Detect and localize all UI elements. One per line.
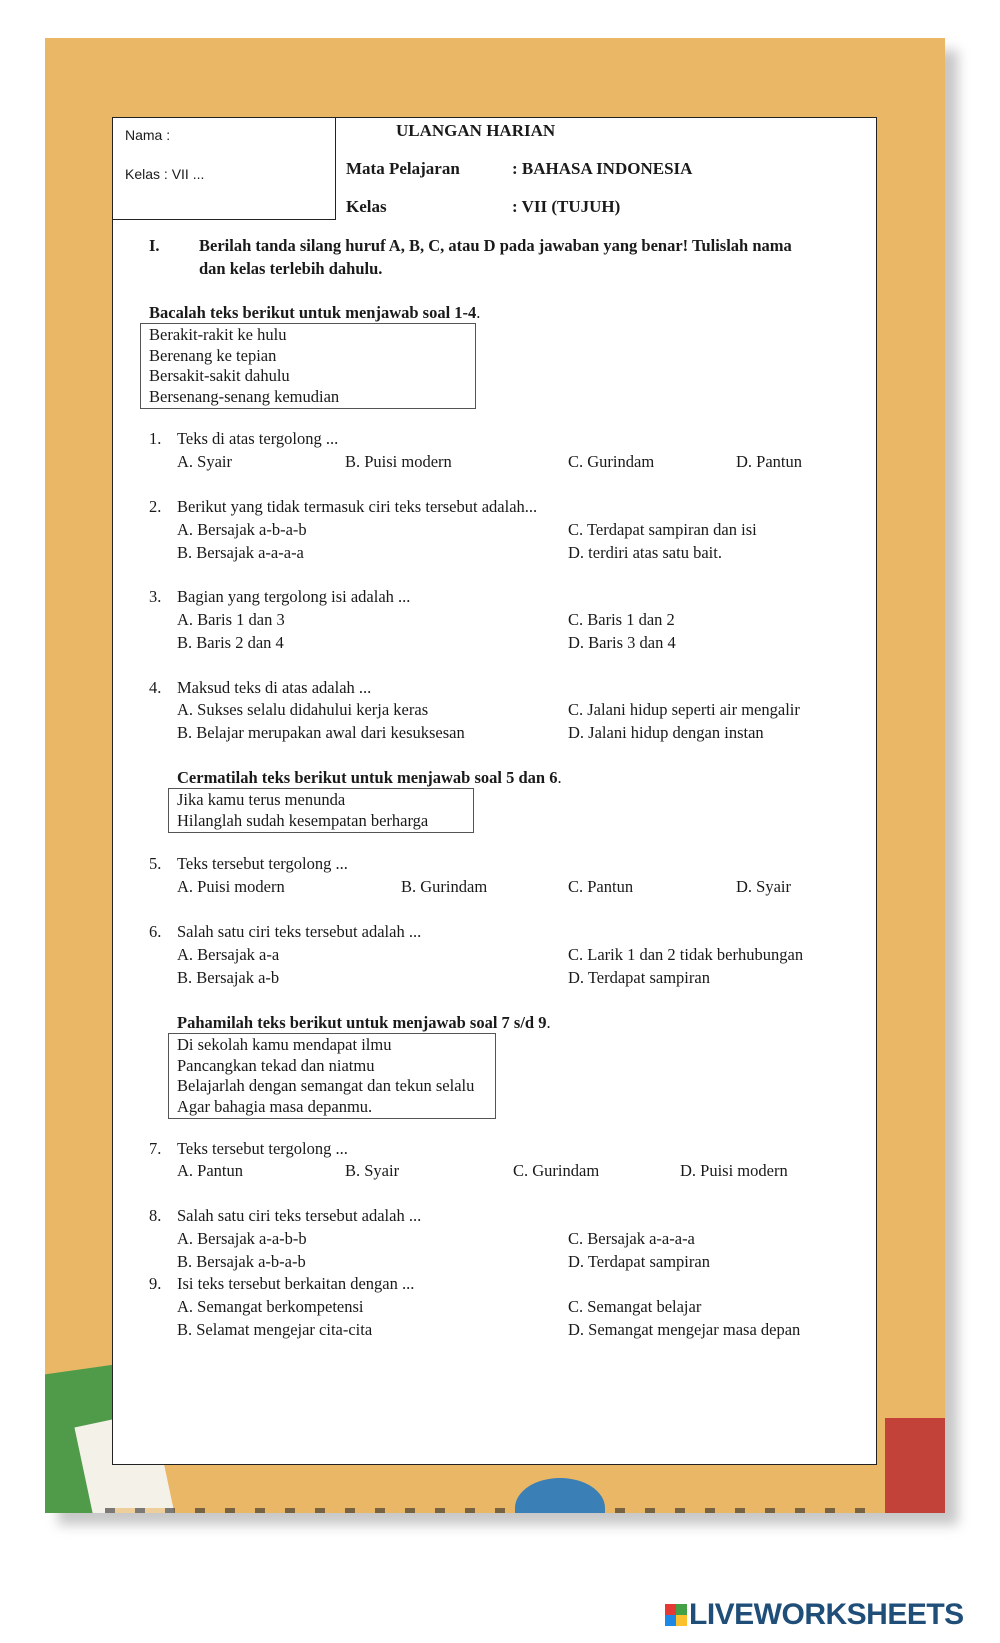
question-number: 2. [149,497,162,516]
question-text: Teks di atas tergolong ... [177,429,339,448]
option-a[interactable]: A. Puisi modern [177,877,285,896]
question-number: 8. [149,1206,162,1225]
question-text: Salah satu ciri teks tersebut adalah ... [177,1206,422,1225]
passage-line: Belajarlah dengan semangat dan tekun selalu [177,1076,475,1095]
passage-line: Bersakit-sakit dahulu [149,366,290,385]
question-number: 5. [149,854,162,873]
option-c[interactable]: C. Bersajak a-a-a-a [568,1229,695,1248]
option-b[interactable]: B. Syair [345,1161,400,1180]
decoration-strip [105,1508,875,1513]
option-a[interactable]: A. Bersajak a-a [177,945,280,964]
option-b[interactable]: B. Belajar merupakan awal dari kesuksesan [177,723,465,742]
option-b[interactable]: B. Bersajak a-b-a-b [177,1252,306,1271]
subject-label: Mata Pelajaran [346,159,460,178]
passage-line: Agar bahagia masa depanmu. [177,1096,373,1116]
option-d[interactable]: D. Terdapat sampiran [568,1252,710,1271]
question-text: Bagian yang tergolong isi adalah ... [177,587,411,606]
brand-text: LIVEWORKSHEETS [689,1598,964,1631]
option-a[interactable]: A. Baris 1 dan 3 [177,610,285,629]
option-a[interactable]: A. Pantun [177,1161,243,1180]
question-number: 6. [149,922,162,941]
instruction-line-1: Berilah tanda silang huruf A, B, C, atau D pada jawaban yang benar! Tulislah nama [199,236,792,255]
subject-value: : BAHASA INDONESIA [512,159,693,178]
question-text: Teks tersebut tergolong ... [177,1139,348,1158]
passage-box [168,788,474,833]
liveworksheets-icon [665,1604,687,1626]
passage-intro: Bacalah teks berikut untuk menjawab soal 1-4. [149,303,481,322]
option-c[interactable]: C. Pantun [568,877,634,896]
passage-line: Jika kamu terus menunda [177,790,346,809]
option-c[interactable]: C. Gurindam [568,452,655,471]
class-label: Kelas [346,197,387,216]
question-text: Isi teks tersebut berkaitan dengan ... [177,1274,415,1293]
nama-field[interactable]: Nama : [125,127,171,143]
passage-intro: Cermatilah teks berikut untuk menjawab soal 5 dan 6. [177,768,562,787]
question-number: 7. [149,1139,162,1158]
option-d[interactable]: D. Puisi modern [680,1161,788,1180]
option-b[interactable]: B. Bersajak a-a-a-a [177,543,304,562]
option-b[interactable]: B. Puisi modern [345,452,452,471]
question-text: Teks tersebut tergolong ... [177,854,348,873]
option-d[interactable]: D. Pantun [736,452,802,471]
passage-line: Di sekolah kamu mendapat ilmu [177,1035,392,1054]
decoration-globe [515,1478,605,1513]
option-d[interactable]: D. Baris 3 dan 4 [568,633,676,652]
passage-box [168,1033,496,1119]
option-b[interactable]: B. Selamat mengejar cita-cita [177,1320,373,1339]
option-c[interactable]: C. Larik 1 dan 2 tidak berhubungan [568,945,804,964]
question-number: 3. [149,587,162,606]
option-d[interactable]: D. Terdapat sampiran [568,968,710,987]
option-c[interactable]: C. Jalani hidup seperti air mengalir [568,700,800,719]
option-c[interactable]: C. Terdapat sampiran dan isi [568,520,757,539]
option-a[interactable]: A. Bersajak a-b-a-b [177,520,307,539]
option-b[interactable]: B. Bersajak a-b [177,968,280,987]
class-value: : VII (TUJUH) [512,197,621,216]
section-number: I. [149,236,160,255]
option-d[interactable]: D. terdiri atas satu bait. [568,543,722,562]
page-title: ULANGAN HARIAN [396,121,556,140]
option-a[interactable]: A. Syair [177,452,232,471]
option-d[interactable]: D. Syair [736,877,791,896]
option-b[interactable]: B. Gurindam [401,877,488,896]
option-c[interactable]: C. Gurindam [513,1161,600,1180]
question-number: 9. [149,1274,162,1293]
kelas-field[interactable]: Kelas : VII ... [125,166,205,182]
question-text: Berikut yang tidak termasuk ciri teks tersebut adalah... [177,497,538,516]
option-d[interactable]: D. Semangat mengejar masa depan [568,1320,801,1339]
question-text: Salah satu ciri teks tersebut adalah ... [177,922,422,941]
option-a[interactable]: A. Semangat berkompetensi [177,1297,364,1316]
option-a[interactable]: A. Sukses selalu didahului kerja keras [177,700,429,719]
instruction-line-2: dan kelas terlebih dahulu. [199,259,383,278]
option-c[interactable]: C. Semangat belajar [568,1297,702,1316]
option-a[interactable]: A. Bersajak a-a-b-b [177,1229,307,1248]
decoration-red-book [885,1418,945,1513]
passage-box [140,323,476,409]
passage-line: Hilanglah sudah kesempatan berharga [177,810,429,830]
passage-line: Pancangkan tekad dan niatmu [177,1055,375,1075]
passage-line: Berenang ke tepian [149,345,277,365]
identity-box [112,117,336,220]
question-number: 4. [149,678,162,697]
liveworksheets-logo[interactable] [665,1598,964,1632]
question-number: 1. [149,429,162,448]
passage-intro: Pahamilah teks berikut untuk menjawab soal 7 s/d 9. [177,1013,551,1032]
passage-line: Bersenang-senang kemudian [149,386,340,406]
passage-line: Berakit-rakit ke hulu [149,325,287,344]
question-text: Maksud teks di atas adalah ... [177,678,372,697]
option-c[interactable]: C. Baris 1 dan 2 [568,610,675,629]
worksheet [112,117,877,1465]
option-b[interactable]: B. Baris 2 dan 4 [177,633,284,652]
option-d[interactable]: D. Jalani hidup dengan instan [568,723,764,742]
